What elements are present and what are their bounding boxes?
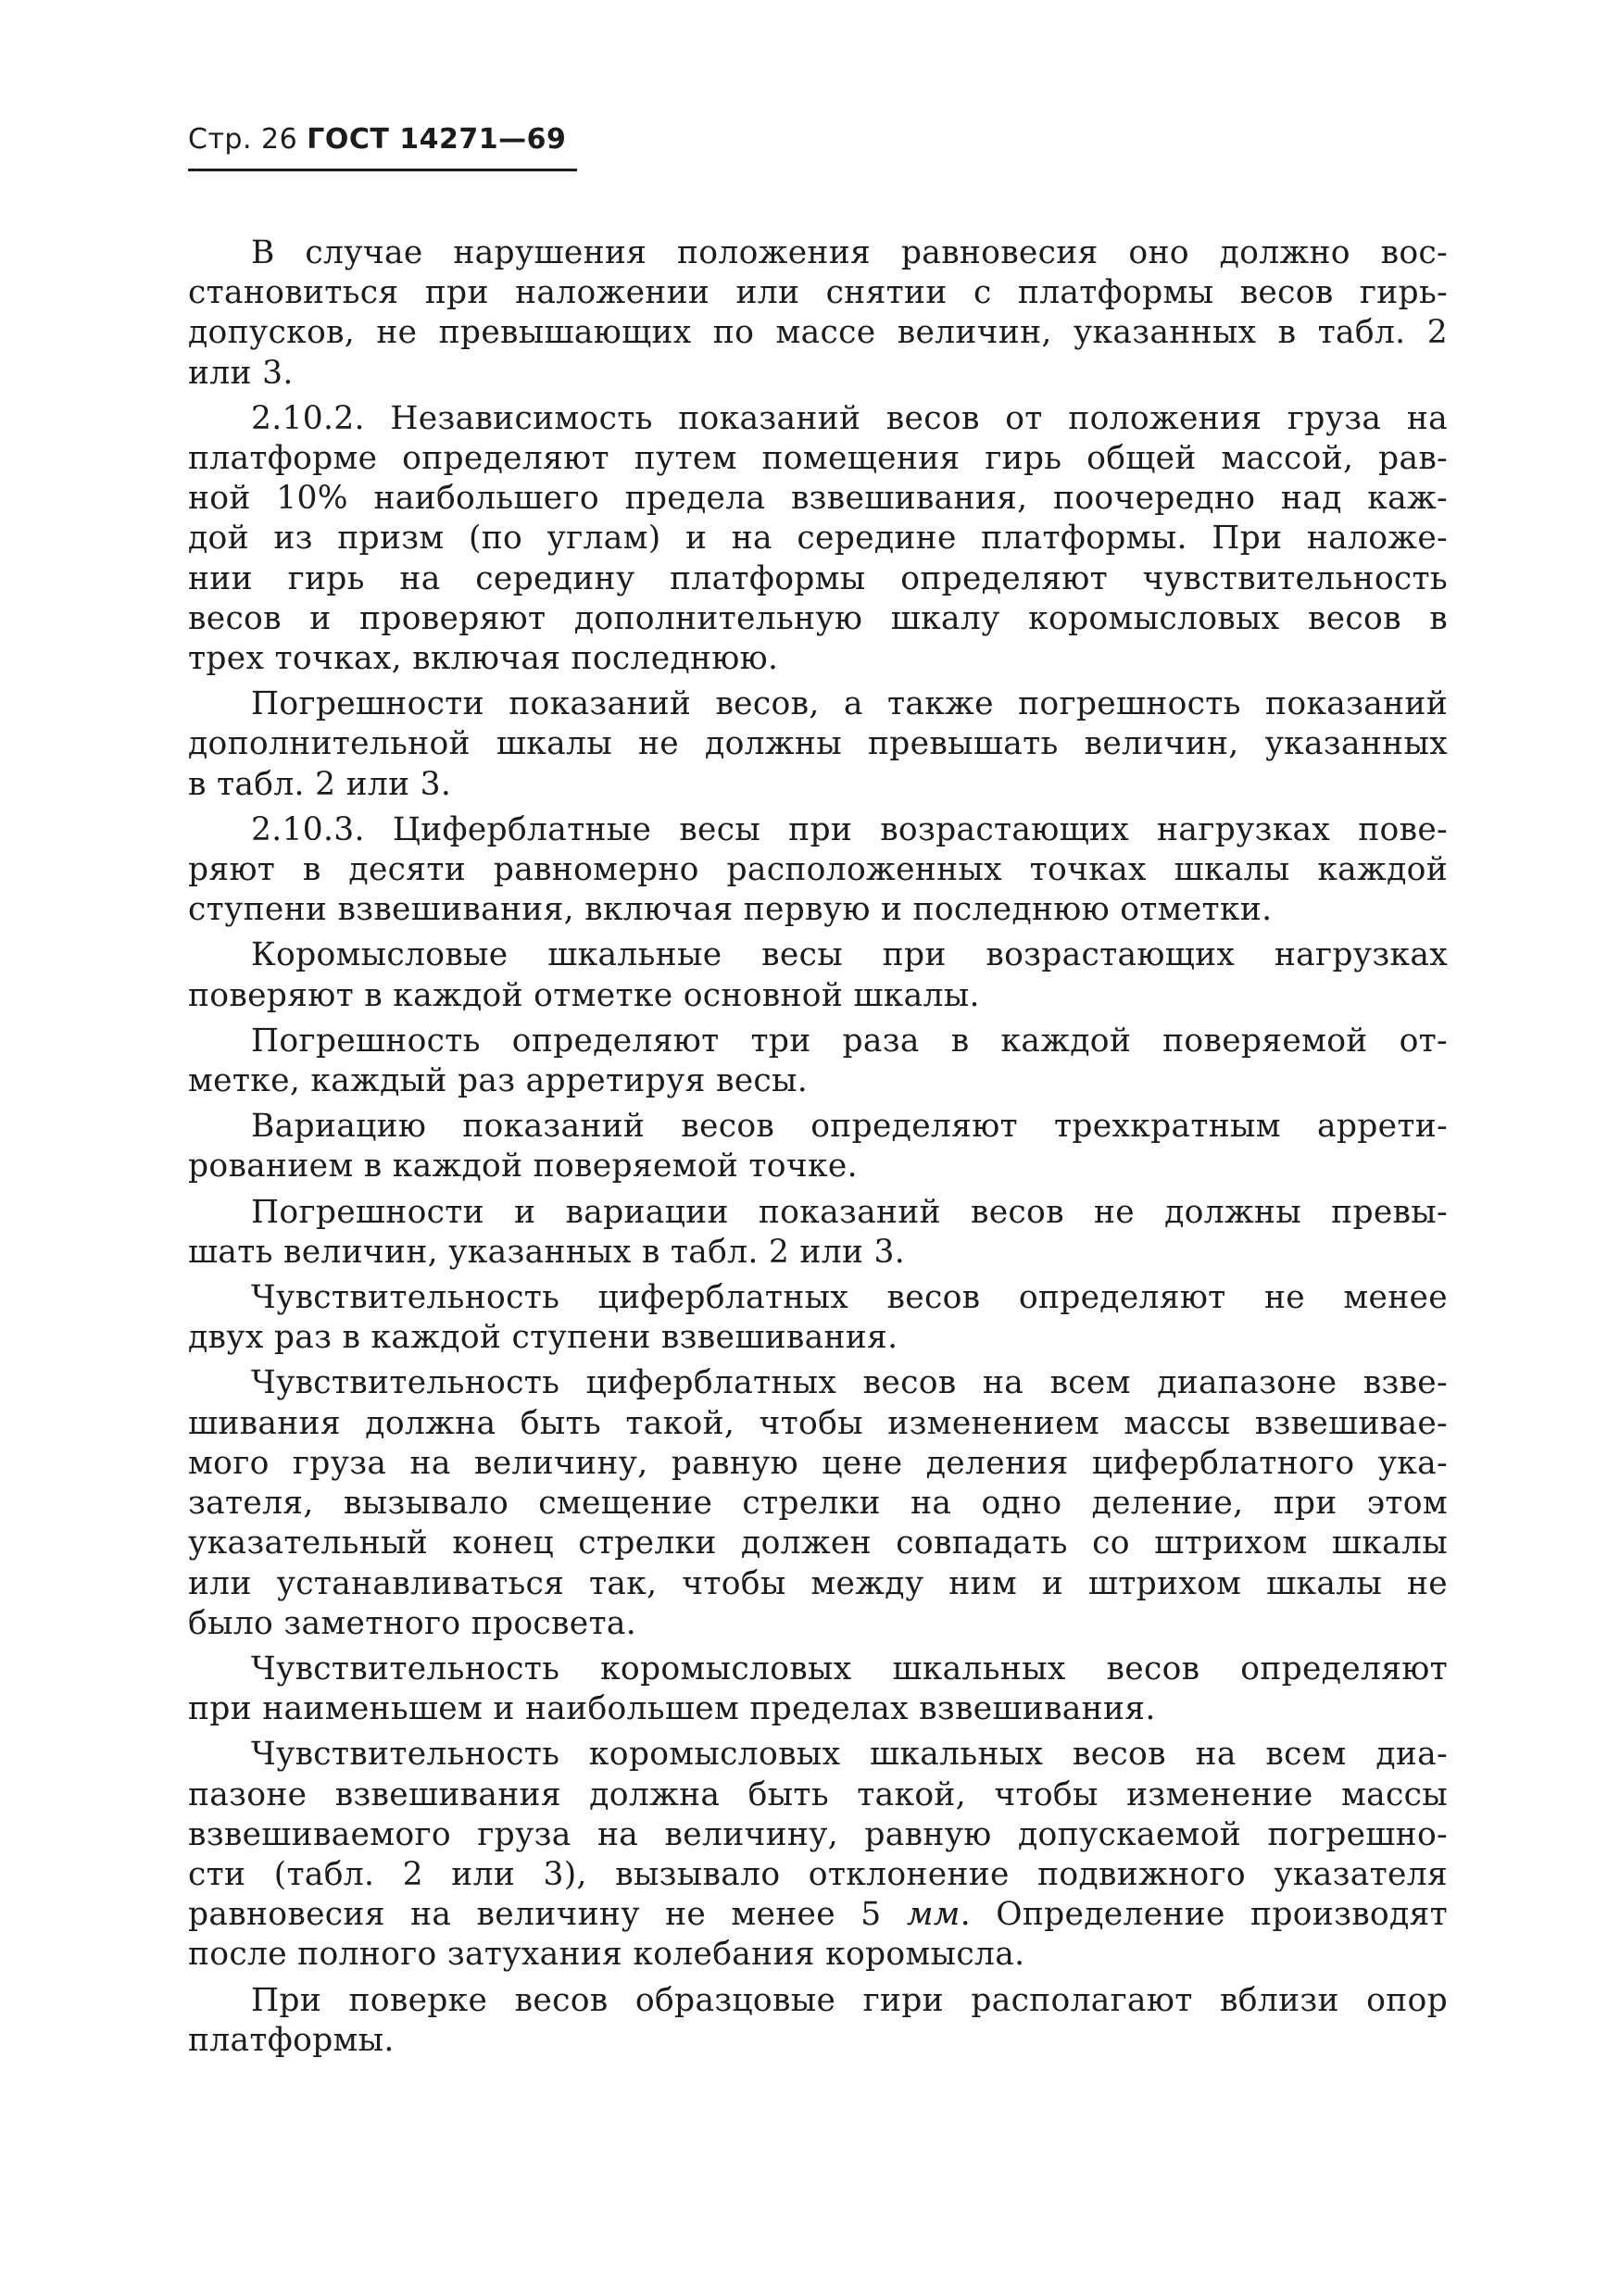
text-line: Вариацию показаний весов определяют трехкратным аррети- <box>251 1108 1448 1146</box>
text-line: Коромысловые шкальные весы при возрастающих нагрузках <box>251 936 1448 974</box>
text-line: ряют в десяти равномерно расположенных точках шкалы каждой <box>188 851 1448 889</box>
text-line: В случае нарушения положения равновесия оно должно вос- <box>251 234 1448 271</box>
text-line: 2.10.3. Циферблатные весы при возрастающих нагрузках пове- <box>251 810 1448 848</box>
paragraph <box>188 1363 1448 1643</box>
body-text <box>188 233 1448 2066</box>
text-line: Чувствительность циферблатных весов определяют не менее <box>251 1279 1448 1317</box>
text-line: шивания должна быть такой, чтобы изменением массы взвешивае- <box>188 1404 1448 1442</box>
text-line: Чувствительность циферблатных весов на всем диапазоне взве- <box>251 1364 1448 1402</box>
text-line: платформы. <box>188 2021 395 2059</box>
text-line: рованием в каждой поверяемой точке. <box>188 1148 858 1186</box>
text-line: Погрешности показаний весов, а также погрешность показаний <box>251 685 1448 723</box>
text-line: или 3. <box>188 354 294 392</box>
text-line: дополнительной шкалы не должны превышать величин, указанных <box>188 725 1448 763</box>
text-line: после полного затухания колебания коромысла. <box>188 1936 1025 1974</box>
text-line: ступени взвешивания, включая первую и последнюю отметки. <box>188 891 1273 929</box>
text-line: 2.10.2. Независимость показаний весов от положения груза на <box>251 399 1448 437</box>
text-line: или устанавливаться так, чтобы между ним и штрихом шкалы не <box>188 1564 1448 1602</box>
paragraph <box>188 935 1448 1015</box>
paragraph <box>188 399 1448 679</box>
text-line: шать величин, указанных в табл. 2 или 3. <box>188 1233 906 1271</box>
text-line: поверяют в каждой отметке основной шкалы. <box>188 976 980 1014</box>
text-line: трех точках, включая последнюю. <box>188 640 779 678</box>
unit-mm: мм <box>906 1896 961 1934</box>
text-line: указательный конец стрелки должен совпадать со штрихом шкалы <box>188 1524 1448 1562</box>
paragraph <box>188 684 1448 805</box>
paragraph <box>188 1735 1448 1975</box>
text-line: Погрешность определяют три раза в каждой поверяемой от- <box>251 1022 1448 1060</box>
text-line: зателя, вызывало смещение стрелки на одно деление, при этом <box>188 1485 1448 1523</box>
text-line: ной 10% наибольшего предела взвешивания, поочередно над каж- <box>188 480 1448 518</box>
text-line: пазоне взвешивания должна быть такой, чтобы изменение массы <box>188 1775 1448 1813</box>
text-line: двух раз в каждой ступени взвешивания. <box>188 1319 898 1357</box>
paragraph <box>188 1981 1448 2061</box>
text-line: платформе определяют путем помещения гирь общей массой, рав- <box>188 440 1448 478</box>
text-line: весов и проверяют дополнительную шкалу коромысловых весов в <box>188 599 1448 637</box>
page-number: Стр. 26 <box>188 123 298 156</box>
text-line: сти (табл. 2 или 3), вызывало отклонение подвижного указателя <box>188 1855 1448 1893</box>
text-line: при наименьшем и наибольшем пределах взвешивания. <box>188 1690 1156 1728</box>
paragraph <box>188 1650 1448 1729</box>
text-fragment: равновесия на величину не менее 5 <box>188 1896 907 1934</box>
paragraph <box>188 1193 1448 1273</box>
paragraph <box>188 233 1448 394</box>
text-line: дой из призм (по углам) и на середине платформы. При наложе- <box>188 520 1448 558</box>
paragraph <box>188 1022 1448 1101</box>
text-line: становиться при наложении или снятии с платформы весов гирь- <box>188 274 1448 312</box>
text-line: Чувствительность коромысловых шкальных весов определяют <box>251 1650 1448 1687</box>
text-line: было заметного просвета. <box>188 1604 637 1642</box>
text-line: мого груза на величину, равную цене деления циферблатного ука- <box>188 1444 1448 1482</box>
paragraph <box>188 810 1448 931</box>
paragraph <box>188 1278 1448 1358</box>
text-fragment: . Определение производят <box>960 1896 1448 1934</box>
text-line: метке, каждый раз арретируя весы. <box>188 1062 809 1100</box>
page-header <box>188 123 577 171</box>
text-line: допусков, не превышающих по массе величин, указанных в табл. 2 <box>188 314 1448 352</box>
standard-designation: ГОСТ 14271—69 <box>307 123 567 156</box>
text-line: взвешиваемого груза на величину, равную допускаемой погрешно- <box>188 1815 1448 1853</box>
text-line <box>188 1895 1448 1935</box>
text-line: нии гирь на середину платформы определяют чувствительность <box>188 559 1448 597</box>
text-line: в табл. 2 или 3. <box>188 765 452 803</box>
text-line: Чувствительность коромысловых шкальных весов на всем диа- <box>251 1736 1448 1774</box>
paragraph <box>188 1107 1448 1186</box>
text-line: При поверке весов образцовые гири располагают вблизи опор <box>251 1981 1448 2019</box>
text-line: Погрешности и вариации показаний весов не должны превы- <box>251 1193 1448 1231</box>
